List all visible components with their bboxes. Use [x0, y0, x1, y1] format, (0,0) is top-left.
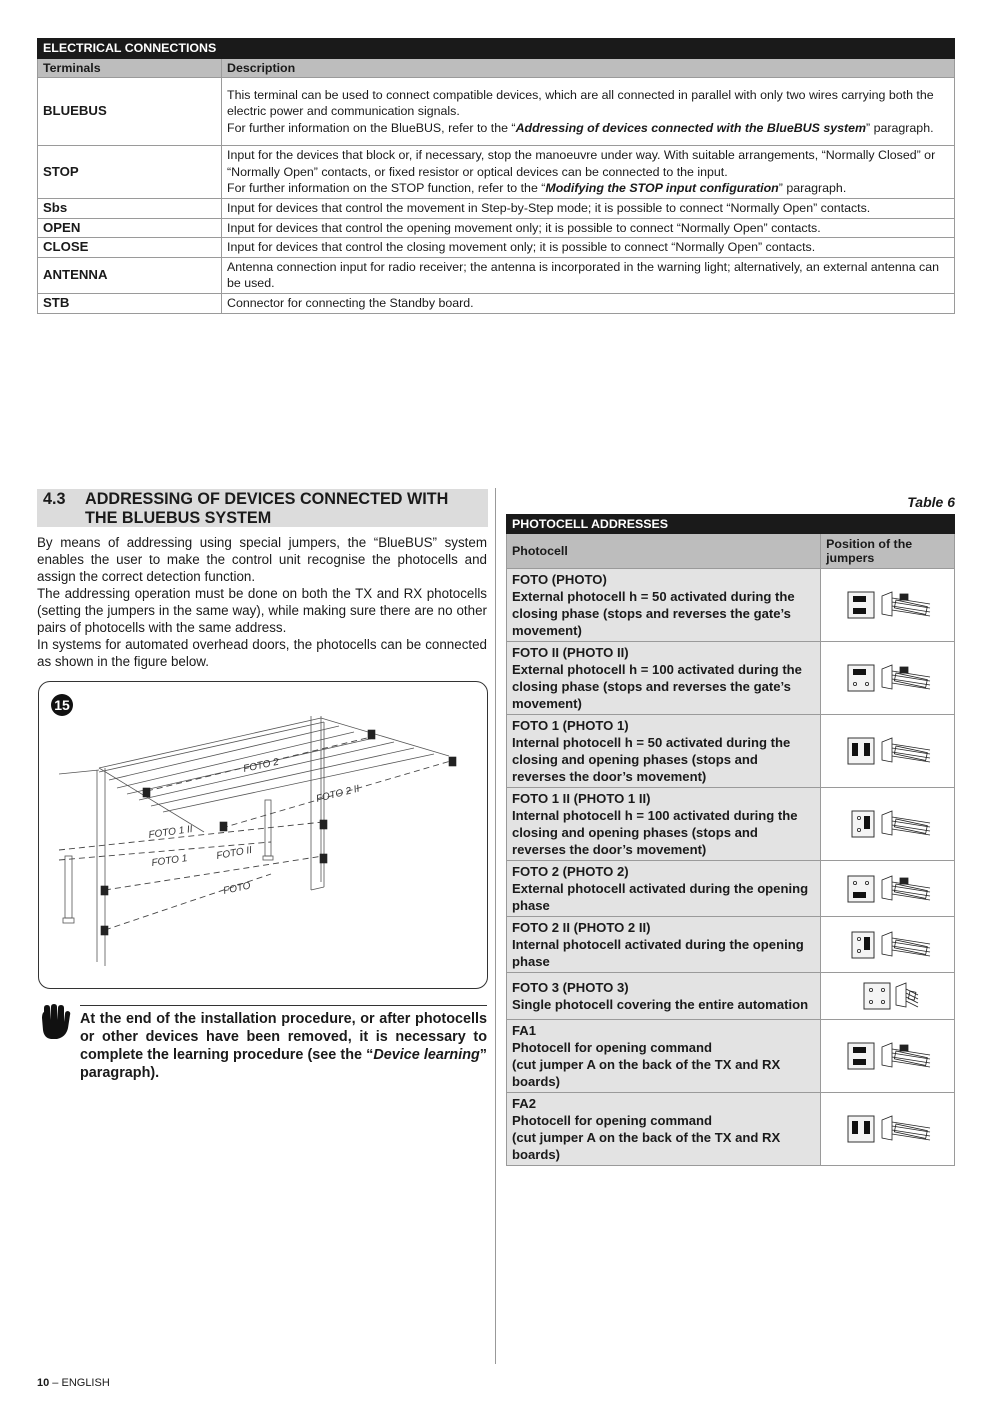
- photocell-row: [507, 861, 955, 917]
- connector-icon: [896, 983, 918, 1007]
- figure-number: 15: [54, 697, 70, 713]
- terminal-name: Sbs: [38, 198, 222, 218]
- jumper-position-icon: [838, 868, 938, 910]
- photocell-name: FOTO II (PHOTO II): [512, 645, 629, 660]
- description-pre: Input for devices that control the opening movement only; it is possible to connect “Normally Open” contacts.: [227, 220, 821, 235]
- photocell-description: [507, 715, 821, 788]
- terminal-description: [222, 146, 955, 199]
- photocell-row: [507, 642, 955, 715]
- terminal-description: [222, 293, 955, 313]
- jumper-position-icon: [838, 1108, 938, 1150]
- footer-language: – ENGLISH: [49, 1377, 110, 1389]
- description-pre: Input for devices that control the closing movement only; it is possible to connect “Normally Open” contacts.: [227, 240, 816, 255]
- jumper-position: [821, 1093, 955, 1166]
- label-foto1: FOTO 1: [150, 853, 189, 869]
- jumper-position-icon: [838, 730, 938, 772]
- jumper-position: [821, 917, 955, 973]
- page-number: 10: [37, 1377, 50, 1389]
- photocell-function: Internal photocell activated during the opening phase: [512, 937, 804, 969]
- jumper-position: [821, 642, 955, 715]
- photocell-description: [507, 973, 821, 1020]
- photocell-name: FOTO 1 II (PHOTO 1 II): [512, 791, 651, 806]
- photocell-function: Internal photocell h = 50 activated during the closing and opening phases (stops and reverses the door’s movement): [512, 735, 791, 784]
- photocell-function: Internal photocell h = 100 activated during the closing and opening phases (stops and reverses the door’s movement): [512, 808, 798, 857]
- photocell-name: FOTO 3 (PHOTO 3): [512, 980, 629, 995]
- terminal-name: OPEN: [38, 218, 222, 238]
- description-em: Addressing of devices connected with the BlueBUS system: [515, 120, 867, 135]
- photocell-function: External photocell h = 50 activated during the closing phase (stops and reverses the gate’s movement): [512, 589, 795, 638]
- intro-paragraph-1: By means of addressing using special jumpers, the “BlueBUS” system enables the user to make the control unit recognise the photocells and assign the correct detection function.: [37, 535, 487, 584]
- jumper-block-icon: [848, 1043, 874, 1069]
- photocell-function: External photocell activated during the opening phase: [512, 881, 809, 913]
- col-terminals: Terminals: [38, 58, 222, 78]
- jumper-position-icon: [838, 584, 938, 626]
- learning-note: [80, 1010, 487, 1082]
- description-pre: Input for devices that control the movement in Step-by-Step mode; it is possible to connect “Normally Open” contacts.: [227, 200, 871, 215]
- photocell-name: FA2: [512, 1096, 537, 1111]
- photocell-function: Single photocell covering the entire automation: [512, 997, 809, 1012]
- section-number: 4.3: [43, 490, 66, 508]
- electrical-table-title: ELECTRICAL CONNECTIONS: [38, 39, 955, 59]
- connector-icon: [882, 876, 930, 900]
- terminal-description: [222, 198, 955, 218]
- electrical-row: [38, 218, 955, 238]
- description-post: ” paragraph.: [778, 181, 847, 196]
- terminal-name: BLUEBUS: [38, 78, 222, 146]
- jumper-position: [821, 1020, 955, 1093]
- description-em: Modifying the STOP input configuration: [545, 181, 779, 196]
- note-separator: [80, 1005, 487, 1006]
- label-foto1ii: FOTO 1 II: [147, 823, 194, 841]
- jumper-position: [821, 715, 955, 788]
- photocell-name: FOTO 1 (PHOTO 1): [512, 718, 629, 733]
- jumper-block-icon: [852, 932, 874, 958]
- jumper-position-icon: [838, 975, 938, 1017]
- photocell-name: FA1: [512, 1023, 537, 1038]
- terminal-name: STOP: [38, 146, 222, 199]
- photocell-function: Photocell for opening command (cut jumper A on the back of the TX and RX boards): [512, 1040, 781, 1089]
- jumper-block-icon: [864, 983, 890, 1009]
- col-photocell: Photocell: [507, 534, 821, 569]
- photocell-table-title: PHOTOCELL ADDRESSES: [507, 515, 955, 534]
- electrical-row: [38, 293, 955, 313]
- intro-paragraph-3: In systems for automated overhead doors, the photocells can be connected as shown in the figure below.: [37, 637, 487, 669]
- jumper-position-icon: [838, 1035, 938, 1077]
- jumper-position-icon: [838, 924, 938, 966]
- jumper-block-icon: [848, 592, 874, 618]
- label-fotoii: FOTO II: [215, 844, 253, 862]
- connector-icon: [882, 811, 930, 835]
- photocell-name: FOTO 2 II (PHOTO 2 II): [512, 920, 651, 935]
- connector-icon: [882, 1116, 930, 1140]
- description-pre: This terminal can be used to connect compatible devices, which are all connected in parallel with only two wires carrying both the electric power and communication signals. For further information on the BlueBUS, refer to the “: [227, 87, 934, 135]
- terminal-description: [222, 257, 955, 293]
- label-foto2: FOTO 2: [242, 756, 280, 775]
- jumper-block-icon: [848, 876, 874, 902]
- photocell-row: [507, 569, 955, 642]
- photocell-function: Photocell for opening command (cut jumper A on the back of the TX and RX boards): [512, 1113, 781, 1162]
- electrical-connections-table: [37, 38, 955, 314]
- section-title-line2: THE BLUEBUS SYSTEM: [85, 509, 272, 527]
- photocell-row: [507, 715, 955, 788]
- photocell-description: [507, 642, 821, 715]
- hand-icon: [38, 1004, 72, 1040]
- electrical-row: [38, 146, 955, 199]
- jumper-position-icon: [838, 803, 938, 845]
- terminal-name: STB: [38, 293, 222, 313]
- jumper-block-icon: [848, 665, 874, 691]
- terminal-name: ANTENNA: [38, 257, 222, 293]
- section-heading: [37, 489, 488, 527]
- overhead-door-photocell-diagram: [39, 682, 487, 988]
- column-divider: [495, 488, 496, 1364]
- photocell-row: [507, 917, 955, 973]
- photocell-row: [507, 1020, 955, 1093]
- photocell-name: FOTO 2 (PHOTO 2): [512, 864, 629, 879]
- note-text-em: Device learning: [373, 1047, 480, 1063]
- intro-paragraph-2: The addressing operation must be done on both the TX and RX photocells (setting the jumpers in the same way), while making sure there are no other pairs of photocells with the same address.: [37, 586, 487, 635]
- terminal-name: CLOSE: [38, 238, 222, 258]
- jumper-block-icon: [848, 738, 874, 764]
- page-footer: [37, 1377, 110, 1389]
- label-foto2ii: FOTO 2 II: [315, 783, 361, 805]
- photocell-row: [507, 788, 955, 861]
- jumper-position: [821, 861, 955, 917]
- electrical-row: [38, 78, 955, 146]
- photocell-description: [507, 1093, 821, 1166]
- figure-15: [38, 681, 488, 989]
- jumper-block-icon: [848, 1116, 874, 1142]
- connector-icon: [882, 1043, 930, 1067]
- table-label: Table 6: [907, 494, 955, 510]
- note-text-pre: At the end of the installation procedure, or after photocells or other devices have been removed, it is necessary to complete the learning procedure (see the “: [80, 1011, 487, 1063]
- photocell-description: [507, 861, 821, 917]
- description-post: ” paragraph.: [866, 120, 934, 135]
- description-pre: Connector for connecting the Standby board.: [227, 295, 474, 310]
- label-foto: FOTO: [222, 880, 252, 897]
- jumper-block-icon: [852, 811, 874, 837]
- photocell-description: [507, 569, 821, 642]
- electrical-row: [38, 198, 955, 218]
- jumper-position: [821, 788, 955, 861]
- jumper-position: [821, 569, 955, 642]
- photocell-description: [507, 917, 821, 973]
- photocell-function: External photocell h = 100 activated during the closing phase (stops and reverses the gate’s movement): [512, 662, 802, 711]
- connector-icon: [882, 738, 930, 762]
- photocell-name: FOTO (PHOTO): [512, 572, 607, 587]
- photocell-row: [507, 973, 955, 1020]
- terminal-description: [222, 218, 955, 238]
- col-description: Description: [222, 58, 955, 78]
- photocell-description: [507, 1020, 821, 1093]
- terminal-description: [222, 78, 955, 146]
- col-position: Position of the jumpers: [821, 534, 955, 569]
- connector-icon: [882, 665, 930, 689]
- description-pre: Antenna connection input for radio receiver; the antenna is incorporated in the warning light; alternatively, an external antenna can be used.: [227, 259, 939, 291]
- jumper-position: [821, 973, 955, 1020]
- electrical-row: [38, 238, 955, 258]
- photocell-addresses-table: [506, 514, 955, 1166]
- section-title-line1: ADDRESSING OF DEVICES CONNECTED WITH: [85, 490, 449, 508]
- photocell-description: [507, 788, 821, 861]
- connector-icon: [882, 592, 930, 616]
- section-intro: [37, 534, 487, 670]
- description-pre: Input for the devices that block or, if necessary, stop the manoeuvre under way. With suitable arrangements, “Normally Closed” or “Normally Open” contacts, or fixed resistor or optical devices can be connected to the input. For further information on the STOP function, refer to the “: [227, 148, 936, 196]
- photocell-row: [507, 1093, 955, 1166]
- note-text-post: ” paragraph).: [80, 1047, 487, 1081]
- electrical-row: [38, 257, 955, 293]
- connector-icon: [882, 932, 930, 956]
- terminal-description: [222, 238, 955, 258]
- jumper-position-icon: [838, 657, 938, 699]
